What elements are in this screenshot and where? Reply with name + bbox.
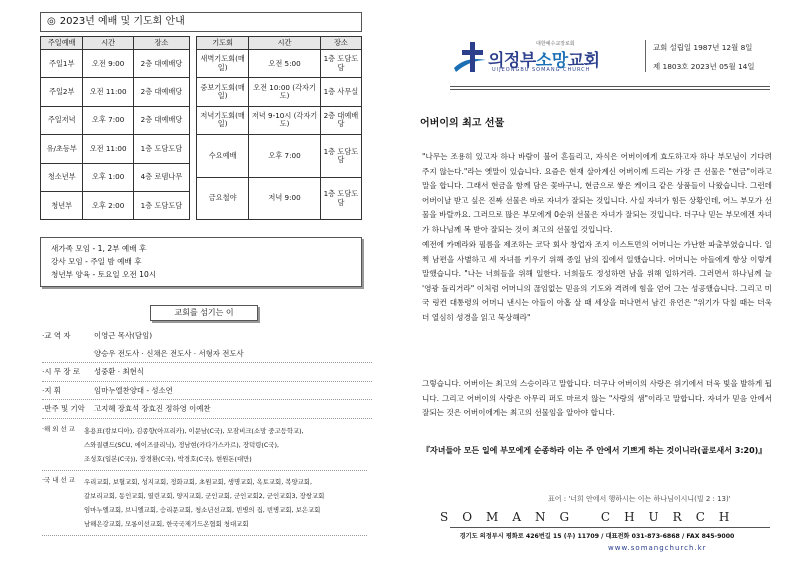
service-name: 주일1부 <box>41 50 83 78</box>
article-paragraph: 그렇습니다. 어버이는 최고의 스승이라고 말합니다. 더구나 어버이의 사랑은 위기에서 더욱 빛을 발하게 됩니다. 그리고 어버이의 사랑은 아무리 퍼도 마르지 않는 "사랑의 샘"이라고 말합니다. 자녀가 믿음 안에서 잘되는 것은 어버이에게는 최고의 선물임을 알아야 합니다. <box>422 379 772 418</box>
column-header: 장소 <box>133 37 189 50</box>
list-item <box>42 326 372 345</box>
prayer-place: 1층 사무실 <box>320 78 361 106</box>
service-time: 오후 2:00 <box>83 191 133 219</box>
info-line: 청년부 양육 - 토요일 오전 10시 <box>51 270 157 279</box>
schedule-title-text: 2023년 예배 및 기도회 안내 <box>59 16 185 27</box>
mission-label: ·국 내 선 교 <box>42 476 75 484</box>
website-link[interactable]: www.somangchurch.kr <box>608 544 707 552</box>
church-logo <box>450 38 610 78</box>
table-row <box>197 135 362 178</box>
article-title: 어버이의 최고 선물 <box>420 118 505 129</box>
mission-line: 우리교회, 보혈교회, 성지교회, 정화교회, 초원교회, 생명교회, 옥토교회, 복양교회, <box>84 478 313 486</box>
table-row <box>41 50 190 78</box>
table-row <box>41 78 190 106</box>
table-row <box>41 163 190 191</box>
service-time: 오후 7:00 <box>83 106 133 134</box>
staff-label: ·반주 및 기악 <box>42 404 85 414</box>
divider <box>450 86 770 87</box>
mission-label: ·해 외 선 교 <box>42 425 75 433</box>
prayer-place: 2층 대예배당 <box>320 106 361 134</box>
worship-schedule-table <box>40 36 190 220</box>
service-name: 청년부 <box>41 191 83 219</box>
staff-value: 임마누엘찬양대 - 성소연 <box>94 385 173 395</box>
prayer-place: 1층 도담도담 <box>320 135 361 178</box>
info-line: 새가족 모임 - 1, 2부 예배 후 <box>51 244 147 253</box>
prayer-name: 수요예배 <box>197 135 249 178</box>
prayer-time: 오전 5:00 <box>249 50 321 78</box>
divider <box>450 89 770 90</box>
church-name-suffix: 교회 <box>567 51 600 71</box>
staff-value: 양승우 전도사 · 신채은 전도사 · 서형자 전도사 <box>94 348 244 358</box>
staff-value: 이영근 목사(담임) <box>94 330 153 340</box>
service-name: 주일저녁 <box>41 106 83 134</box>
column-header: 장소 <box>320 37 361 50</box>
service-name: 주일2부 <box>41 78 83 106</box>
mission-line: 홍용표(캄보디아), 김종향(아프리카), 이문남(C국), 모잠비크(소망 중고등학교), <box>84 427 304 435</box>
prayer-time: 저녁 9:00 <box>249 177 321 220</box>
meeting-info-box <box>40 237 362 287</box>
service-time: 오후 1:00 <box>83 163 133 191</box>
church-name-highlight: 소망 <box>535 51 568 71</box>
service-place: 2층 대예배당 <box>133 78 189 106</box>
staff-label: ·교 역 자 <box>42 330 71 340</box>
church-english-name: UIJEONGBU SOMANG CHURCH <box>492 67 591 73</box>
list-item <box>42 471 367 536</box>
mission-line: 임마누엘교회, 브니엘교회, 승리문교회, 청소년선교회, 빈병의 집, 빈병교회, 보은교회 <box>84 506 321 514</box>
prayer-time: 오후 7:00 <box>249 135 321 178</box>
table-row <box>197 50 362 78</box>
staff-label: ·지 휘 <box>42 385 61 395</box>
denomination-label: 대한예수교장로회 <box>536 41 575 47</box>
schedule-title <box>40 12 362 32</box>
article-paragraph: 예전에 카메라와 필름을 제조하는 코닥 회사 창업자 조지 이스트먼의 어머니는 가난한 파출부였습니다. 일찍 남편을 사별하고 세 자녀를 키우기 위해 종일 남의 집에서 일했습니다. 어머니는 아들에게 항상 이렇게 말했습니다. "나는 너희들을 위해 일한다. 너희들도 정성하면 남을 위해 일하거라. 그러면서 하나님께 늘 '영광 돌리거라" 이처럼 어머니의 끊임없는 믿음의 기도와 격려에 힘을 얻어 그는 성공했습니다. 그리고 미국 링컨 대통령의 어머니 낸시는 아들이 아홉 살 때 세상을 떠나면서 남긴 유언은 "위기가 닥칠 때는 더욱더 열심히 성경을 읽고 묵상해라" <box>422 240 772 322</box>
serve-section-title: 교회를 섬기는 이 <box>150 305 258 321</box>
staff-label: ·시 무 장 로 <box>42 367 80 377</box>
prayer-time: 오전 10:00 (각자기도) <box>249 78 321 106</box>
list-item <box>42 400 372 419</box>
service-place: 1층 도담도담 <box>133 135 189 163</box>
list-item <box>42 363 372 382</box>
circle-mark-icon: ◎ <box>47 16 56 27</box>
bible-verse: 『자녀들아 모든 일에 부모에게 순종하라 이는 주 안에서 기쁘게 하는 것이니라(골로새서 3:20)』 <box>422 446 767 455</box>
founded-date: 교회 설립일 1987년 12월 8일 <box>653 43 753 52</box>
service-place: 2층 대예배당 <box>133 50 189 78</box>
church-name-prefix: 의정부 <box>488 51 536 71</box>
table-row <box>41 106 190 134</box>
prayer-schedule-table <box>196 36 362 220</box>
church-motto: 표어 : '너희 안에서 행하시는 이는 하나님이시니(빌 2 : 13)' <box>548 495 731 503</box>
contact-footer: 경기도 의정부시 평화로 426번길 15 (우) 11709 / 대표전화 031-873-6868 / FAX 845-9000 <box>459 533 735 540</box>
list-item <box>42 420 367 471</box>
list-item <box>42 345 372 364</box>
prayer-place: 1층 도담도담 <box>320 177 361 220</box>
column-header: 시간 <box>249 37 321 50</box>
staff-list <box>42 326 372 419</box>
mission-line: 갈보리교회, 동인교회, 열린교회, 양지교회, 군인교회, 군인교회2, 군인교회3, 장쌍교회 <box>84 492 325 500</box>
info-line: 강사 모임 - 주일 밤 예배 후 <box>51 257 142 266</box>
service-name: 유/초등부 <box>41 135 83 163</box>
table-row <box>41 135 190 163</box>
column-header: 주일예배 <box>41 37 83 50</box>
service-place: 1층 도담도담 <box>133 191 189 219</box>
somang-banner: SOMANG CHURCH <box>440 510 744 524</box>
staff-value: 고지혜 장효석 장효진 정하영 이예찬 <box>94 404 211 414</box>
column-header: 시간 <box>83 37 133 50</box>
cross-wave-icon <box>450 38 490 78</box>
prayer-name: 중보기도회(매일) <box>197 78 249 106</box>
table-row <box>197 78 362 106</box>
mission-line: 조성호(일본(C국)), 장경환(C국), 박경호(C국), 현원돈(대만) <box>84 455 252 463</box>
mission-line: 남해은강교회, 모롱이선교회, 한국국제기드온협회 청대교회 <box>84 520 249 528</box>
issue-number: 제 1803호 2023년 05월 14일 <box>653 62 755 71</box>
staff-value: 성중환 · 최현식 <box>94 367 144 377</box>
table-row <box>197 106 362 134</box>
prayer-name: 금요철야 <box>197 177 249 220</box>
prayer-time: 저녁 9-10시 (각자기도) <box>249 106 321 134</box>
table-row <box>41 191 190 219</box>
service-place: 4층 로뎀나무 <box>133 163 189 191</box>
table-row <box>197 177 362 220</box>
prayer-name: 저녁기도회(매일) <box>197 106 249 134</box>
mission-list <box>42 420 367 536</box>
service-name: 청소년부 <box>41 163 83 191</box>
prayer-name: 새벽기도회(매일) <box>197 50 249 78</box>
service-place: 2층 대예배당 <box>133 106 189 134</box>
column-header: 기도회 <box>197 37 249 50</box>
article-paragraph: "나무는 조용히 있고자 하나 바람이 불어 흔들리고, 자식은 어버이에게 효도하고자 하나 부모님이 기다려주지 않는다."라는 옛말이 있습니다. 요즘은 현재 살아계신 어버이께 드리는 가장 큰 선물은 "현금"이라고 말을 합니다. 그래서 현금을 함께 담은 꽃바구니, 현금으로 쌓은 케이크 같은 상품들이 나왔습니다. 그런데 어버이날 받고 싶은 진짜 선물은 바로 자녀가 잘되는 것입니다. 사실 자녀가 힘든 상황인데, 어느 부모가 선물을 바랄까요. 그러므로 많은 부모에게 0순위 선물은 자녀가 잘되는 것입니다. 더구나 믿는 부모에겐 자녀가 하나님께 복 받아 잘되는 것이 최고의 선물일 것입니다. <box>422 152 772 234</box>
divider <box>450 527 770 528</box>
divider <box>645 40 646 72</box>
prayer-place: 1층 도담도담 <box>320 50 361 78</box>
mission-line: 스와질랜드(SCU, 에이즈클리닉), 정남현(카다가스카르), 장덕령(C국), <box>84 441 279 449</box>
list-item <box>42 382 372 401</box>
service-time: 오전 9:00 <box>83 50 133 78</box>
service-time: 오전 11:00 <box>83 78 133 106</box>
service-time: 오전 11:00 <box>83 135 133 163</box>
